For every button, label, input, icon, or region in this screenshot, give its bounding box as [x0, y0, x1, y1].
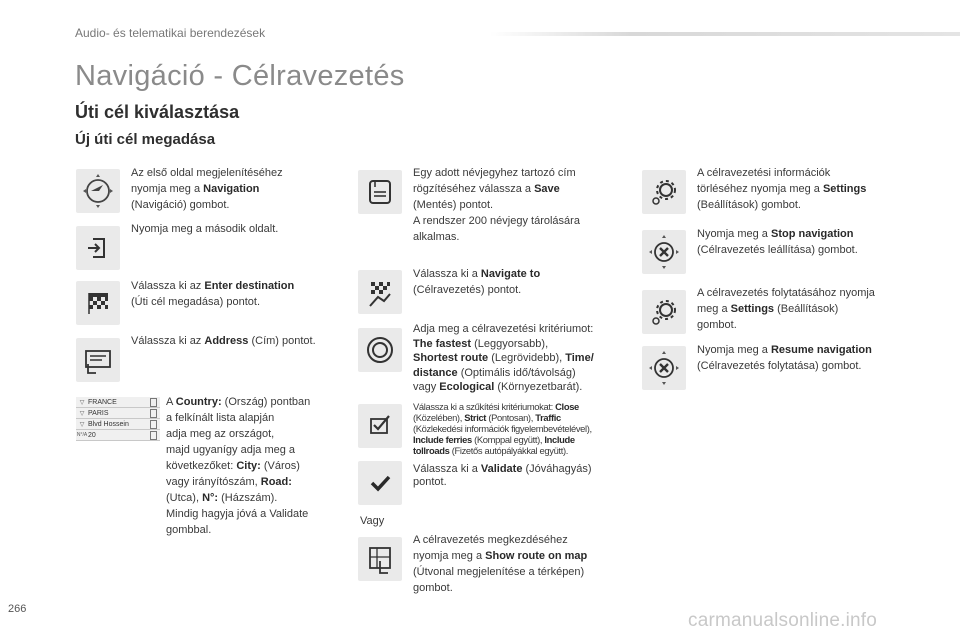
restriction-checkbox-icon: [358, 404, 402, 448]
list-item: ▽ Blvd Hossein: [76, 419, 160, 430]
subsection-title: Új úti cél megadása: [75, 131, 216, 148]
page-number: 266: [8, 603, 27, 615]
step-second-page-text: Nyomja meg a második oldalt.: [131, 223, 279, 235]
list-item: ▽ PARIS: [76, 408, 160, 419]
stop-navigation-icon: [642, 230, 686, 274]
validate-checkmark-icon: [358, 461, 402, 505]
list-item: N°/A 20: [76, 430, 160, 441]
settings-gear-icon: [642, 170, 686, 214]
step-restriction-text: Válassza ki a szűkítési kritériumokat: Close (Közelében), Strict (Pontosan), Traffic (Közlekedési információk figyelembevételével), Include ferries (Komppal együtt), Include tollroads (Fizetős autópályákkal együtt).: [413, 401, 592, 456]
header-divider: [490, 32, 960, 36]
settings-gear-icon: [642, 290, 686, 334]
show-route-map-icon: [358, 537, 402, 581]
resume-navigation-icon: [642, 346, 686, 390]
step-enter-destination-text: Válassza ki az Enter destination (Úti cél megadása) pontot.: [131, 280, 295, 308]
or-label: Vagy: [360, 515, 385, 527]
save-icon: [358, 170, 402, 214]
step-navigate-to-text: Válassza ki a Navigate to (Célravezetés) pontot.: [413, 268, 541, 296]
step-stop-navigation-text: Nyomja meg a Stop navigation (Célravezetés leállítása) gombot.: [697, 228, 858, 256]
page-title: Navigáció - Célravezetés: [75, 60, 405, 92]
step-show-route-text: A célravezetés megkezdéséhez nyomja meg a Show route on map (Útvonal megjelenítése a térképen) gombot.: [413, 534, 588, 594]
step-settings-text: A célravezetési információk törléséhez nyomja meg a Settings (Beállítások) gombot.: [697, 167, 867, 211]
step-resume-settings-text: A célravezetés folytatásához nyomja meg a Settings (Beállítások) gombot.: [697, 287, 875, 331]
step-save-text: Egy adott névjegyhez tartozó cím rögzítéséhez válassza a Save (Mentés) pontot. A rendszer 200 névjegy tárolására alkalmas.: [413, 167, 580, 243]
section-title: Úti cél kiválasztása: [75, 102, 240, 122]
step-navigation-text: Az első oldal megjelenítéséhez nyomja meg a Navigation (Navigáció) gombot.: [131, 167, 283, 211]
navigate-to-flag-icon: [358, 270, 402, 314]
step-country-text: A Country: (Ország) pontban a felkínált lista alapján adja meg az országot, majd ugyanígy adja meg a következőket: City: (Város) vagy irányítószám, Road: (Utca), N°: (Házszám). Mindig hagyja jóvá a Validate gombbal.: [166, 396, 311, 536]
address-card-icon: [76, 338, 120, 382]
header-title: Audio- és telematikai berendezések: [75, 26, 266, 40]
step-criteria-text: Adja meg a célravezetési kritériumot: The fastest (Leggyorsabb), Shortest route (Legrövidebb), Time/ distance (Optimális idő/távolság) vagy Ecological (Környezetbarát).: [413, 323, 594, 393]
watermark: carmanualsonline.info: [688, 610, 878, 631]
checkered-flag-icon: [76, 281, 120, 325]
navigation-compass-icon: [76, 169, 120, 213]
step-resume-navigation-text: Nyomja meg a Resume navigation (Célravezetés folytatása) gombot.: [697, 344, 872, 372]
step-address-text: Válassza ki az Address (Cím) pontot.: [131, 335, 316, 347]
next-page-icon: [76, 226, 120, 270]
country-list-screen: [76, 397, 160, 441]
step-validate-text: Válassza ki a Validate (Jóváhagyás) pontot.: [413, 463, 592, 488]
criteria-target-icon: [358, 328, 402, 372]
list-item: ▽ FRANCE: [76, 397, 160, 408]
